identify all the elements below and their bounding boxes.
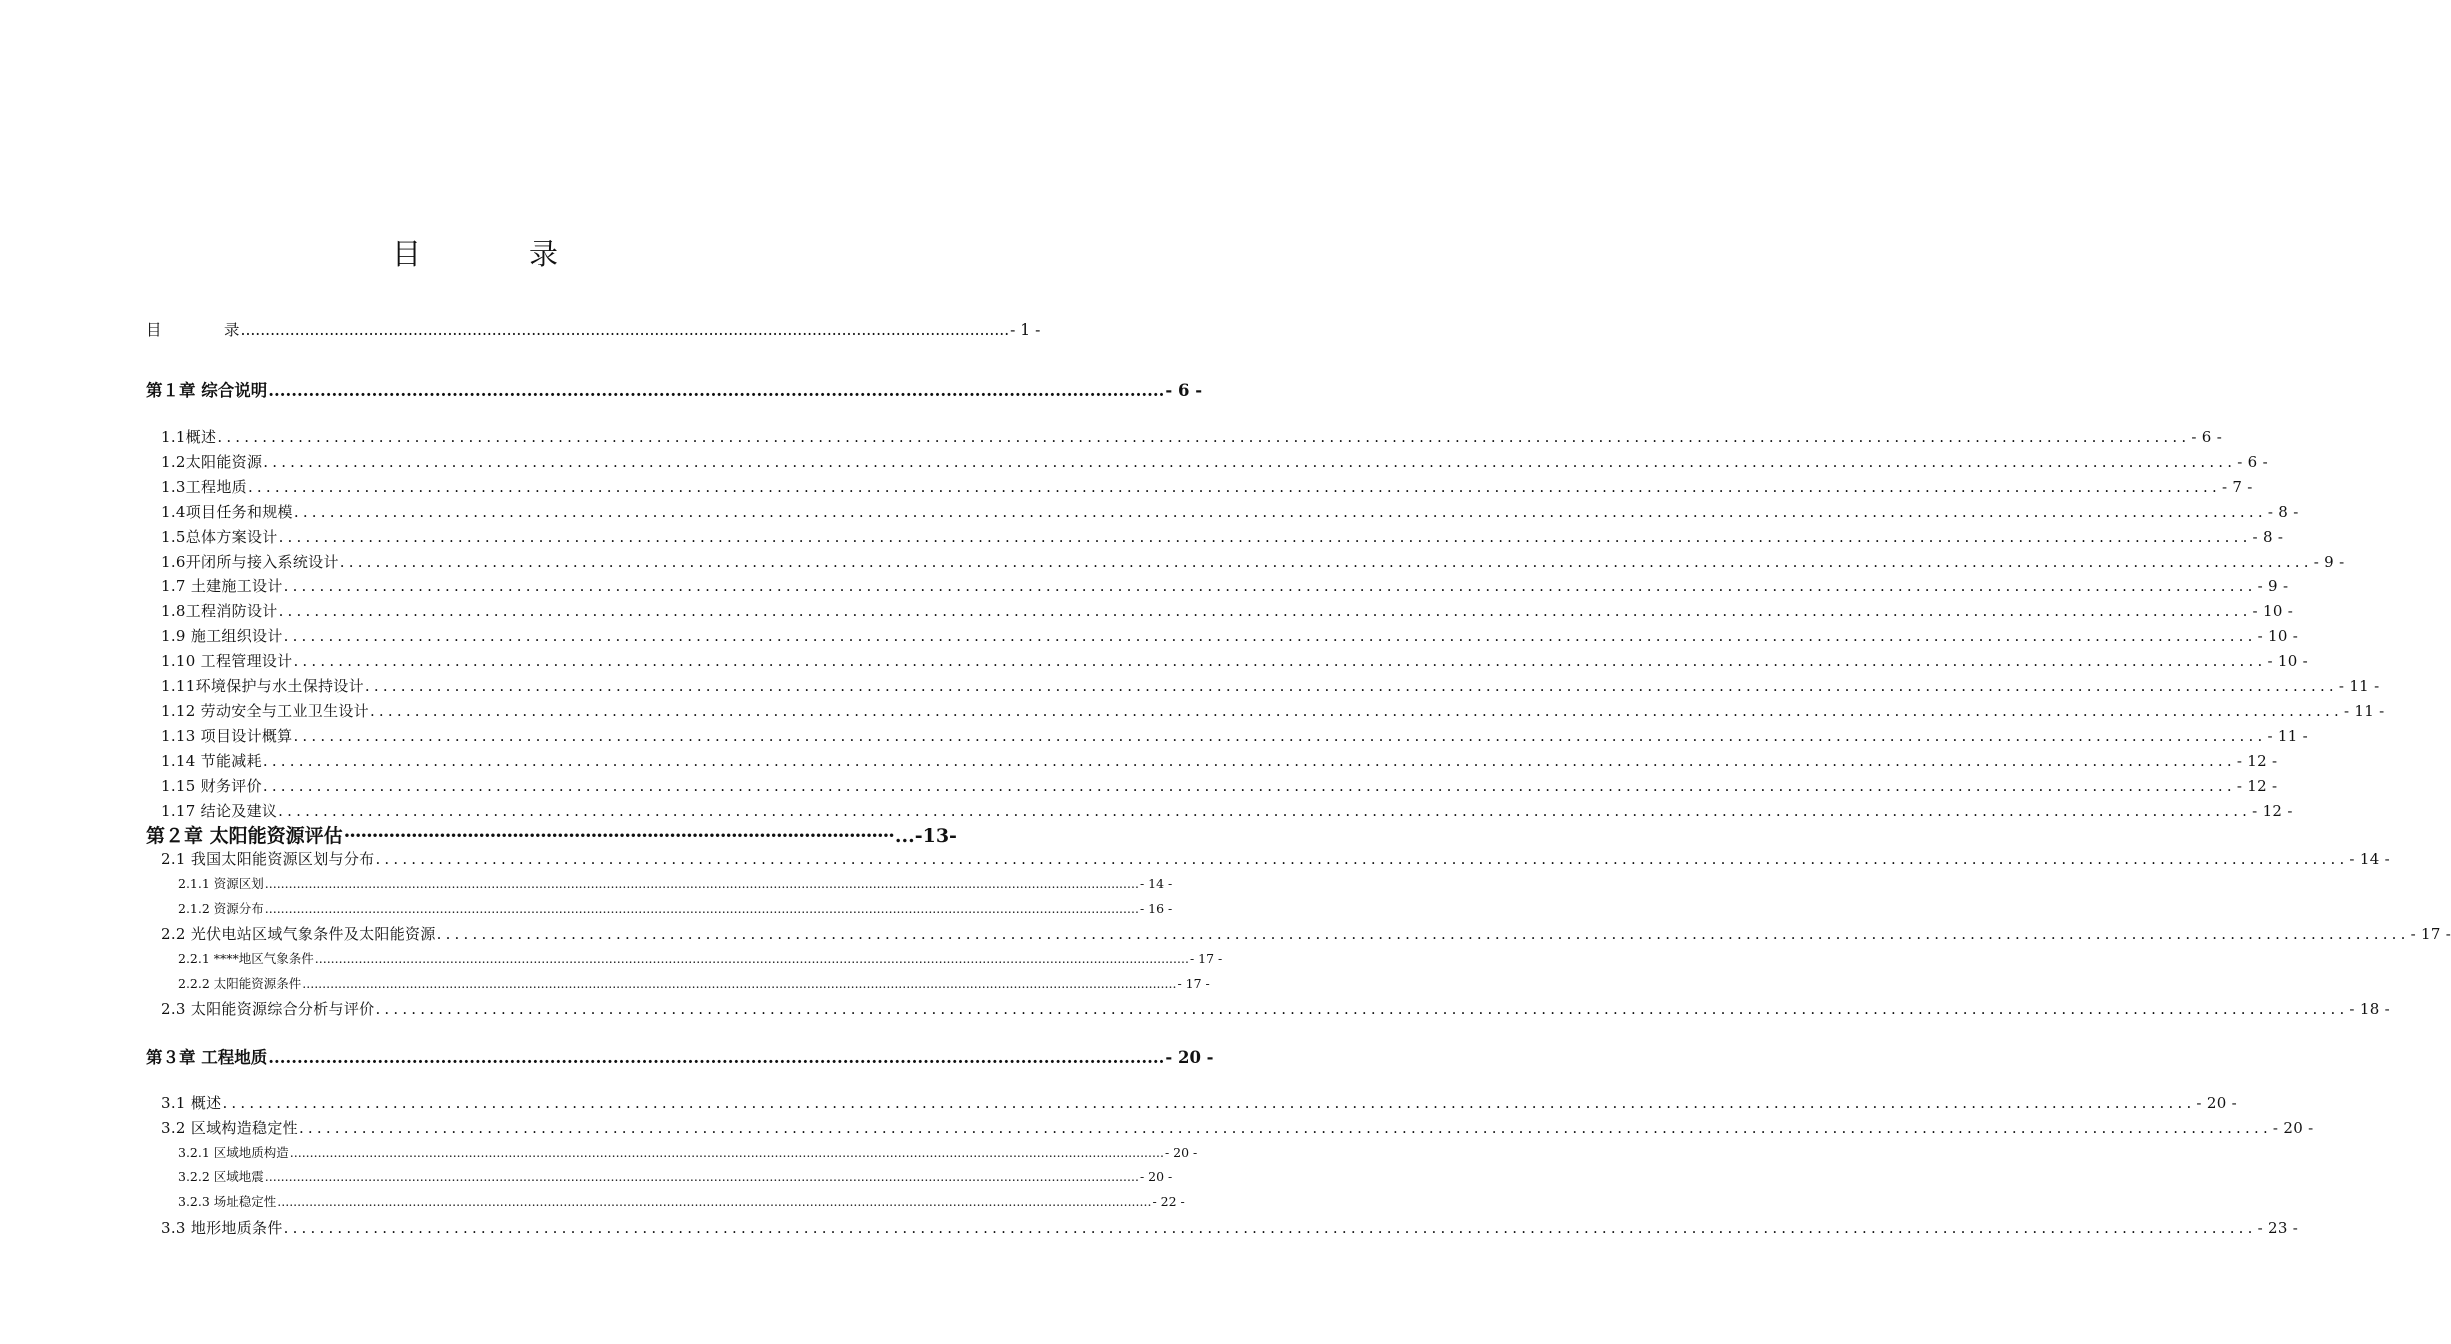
toc-leader: ............................................................................................................................................................................................................................	[278, 527, 2252, 546]
toc-subsection-entry[interactable]	[178, 1143, 1198, 1161]
toc-label: 2.1.2 资源分布	[178, 901, 264, 916]
toc-leader: ............................................................................................................................................................................................................................	[262, 776, 2236, 795]
toc-section-entry[interactable]	[161, 923, 2451, 944]
toc-page-number: - 20 -	[2272, 1119, 2314, 1137]
toc-label: 2.2.2 太阳能资源条件	[178, 976, 302, 991]
toc-page-number: - 17 -	[1177, 976, 1210, 991]
toc-page-number: - 16 -	[1139, 901, 1173, 916]
page-title	[0, 232, 950, 273]
toc-label: 第１章 综合说明	[146, 381, 268, 400]
toc-page-number: - 11 -	[2338, 677, 2380, 695]
toc-page-number: - 10 -	[2267, 652, 2309, 671]
toc-page-number: ...-13-	[894, 825, 957, 847]
toc-page-number: - 8 -	[2252, 527, 2284, 546]
toc-page-number: - 6 -	[2237, 452, 2268, 471]
toc-chapter-2[interactable]	[146, 821, 957, 848]
toc-subsection-entry[interactable]	[178, 899, 1173, 917]
toc-leader: ··································································································	[343, 825, 894, 847]
toc-page-number: - 20 -	[1139, 1169, 1173, 1184]
toc-label: 1.3工程地质	[161, 477, 247, 496]
toc-page-number: - 14 -	[2349, 850, 2390, 868]
toc-label: 1.7 土建施工设计	[161, 577, 283, 596]
toc-leader: ............................................................................................................................................................................................................................	[264, 1169, 1139, 1184]
toc-leader: ............................................................................................................................................................	[268, 1048, 1165, 1067]
toc-leader: ............................................................................................................................................................................................................................	[283, 1219, 2257, 1237]
toc-label: 2.2 光伏电站区域气象条件及太阳能资源	[161, 925, 436, 943]
toc-section-entry[interactable]	[161, 675, 2380, 696]
toc-label: 3.3 地形地质条件	[161, 1219, 283, 1237]
toc-label: 1.13 项目设计概算	[161, 726, 293, 745]
toc-section-entry[interactable]	[161, 1217, 2299, 1238]
toc-leader: ............................................................................................................................................................................................................................	[314, 951, 1189, 966]
toc-subsection-entry[interactable]	[178, 949, 1223, 967]
toc-label: 3.2 区域构造稳定性	[161, 1119, 298, 1137]
toc-page-number: - 1 -	[1010, 321, 1041, 339]
toc-leader: ............................................................................................................................................................................................................................	[263, 452, 2237, 471]
toc-section-entry[interactable]	[161, 1092, 2237, 1113]
toc-page-number: - 12 -	[2236, 751, 2278, 770]
toc-leader: ............................................................................................................................................................................................................................	[369, 701, 2343, 720]
title-char-1: 目	[391, 237, 421, 271]
toc-section-entry[interactable]	[161, 551, 2345, 572]
toc-section-entry[interactable]	[161, 998, 2390, 1019]
toc-page-number: - 22 -	[1152, 1194, 1185, 1209]
toc-leader: ............................................................................................................................................................................................................................	[264, 876, 1139, 891]
toc-label: 1.15 财务评价	[161, 776, 262, 795]
toc-leader: ............................................................................................................................................................................................................................	[436, 925, 2410, 943]
toc-leader: ............................................................................................................................................................................................................................	[278, 602, 2252, 621]
toc-page-number: - 20 -	[2196, 1094, 2237, 1112]
toc-section-entry[interactable]	[161, 848, 2390, 869]
toc-page-number: - 17 -	[2410, 925, 2451, 943]
toc-section-entry[interactable]	[161, 526, 2284, 547]
toc-leader: ............................................................................................................................................................................................................................	[217, 428, 2191, 446]
toc-subsection-entry[interactable]	[178, 1192, 1185, 1210]
toc-section-entry[interactable]	[161, 650, 2309, 671]
toc-leader: ............................................................................................................................................................................................................................	[283, 627, 2257, 646]
toc-label: 3.2.3 场址稳定性	[178, 1194, 277, 1209]
toc-leader: ............................................................................................................................................................................................................................	[283, 577, 2257, 596]
toc-label: 2.2.1 ****地区气象条件	[178, 951, 314, 966]
toc-leader: ............................................................................................................................................................................................................................	[298, 1119, 2272, 1137]
toc-leader: ............................................................................................................................................................................................................................	[262, 751, 2236, 770]
toc-subsection-entry[interactable]	[178, 1167, 1173, 1185]
toc-leader: ............................................................................................................................................................................................................................	[339, 552, 2313, 571]
toc-section-entry[interactable]	[161, 750, 2278, 771]
toc-label: 1.8工程消防设计	[161, 602, 278, 621]
toc-section-entry[interactable]	[161, 426, 2223, 447]
toc-page-number: - 17 -	[1189, 951, 1223, 966]
toc-page-number: - 9 -	[2257, 577, 2289, 596]
toc-label: 1.17 结论及建议	[161, 801, 278, 820]
toc-page-number: - 23 -	[2257, 1219, 2299, 1237]
toc-leader: ............................................................................................................................................................................................................................	[375, 850, 2349, 868]
toc-label: 1.2太阳能资源	[161, 452, 263, 471]
toc-leader: ............................................................................................................................................................................................................................	[289, 1145, 1164, 1160]
toc-label: 1.9 施工组织设计	[161, 627, 283, 646]
toc-leader: ............................................................................................................................................................................................................................	[302, 976, 1177, 991]
toc-label: 3.2.1 区域地质构造	[178, 1145, 289, 1160]
toc-section-entry[interactable]	[161, 575, 2289, 596]
toc-leader: ............................................................................................................................................................	[268, 381, 1165, 400]
toc-leader: ............................................................................................................................................................	[240, 321, 1010, 339]
toc-subsection-entry[interactable]	[178, 974, 1210, 992]
toc-leader: ............................................................................................................................................................................................................................	[264, 901, 1139, 916]
toc-label: 第３章 工程地质	[146, 1048, 268, 1067]
toc-label: 2.1 我国太阳能资源区划与分布	[161, 850, 375, 868]
toc-label: 1.4项目任务和规模	[161, 502, 293, 521]
toc-label: 1.1概述	[161, 428, 217, 446]
toc-section-entry[interactable]	[161, 451, 2268, 472]
toc-page-number: - 18 -	[2349, 1000, 2390, 1018]
toc-leader: ............................................................................................................................................................................................................................	[278, 801, 2252, 820]
toc-page-number: - 10 -	[2252, 602, 2294, 621]
toc-label: 1.14 节能减耗	[161, 751, 262, 770]
toc-page-number: - 20 -	[1165, 1048, 1214, 1067]
toc-leader: ............................................................................................................................................................................................................................	[293, 652, 2267, 671]
toc-page-number: - 20 -	[1164, 1145, 1198, 1160]
toc-page-number: - 6 -	[1165, 381, 1203, 400]
toc-label: 1.12 劳动安全与工业卫生设计	[161, 701, 369, 720]
toc-chapter-3[interactable]	[146, 1044, 1214, 1068]
toc-section-entry[interactable]	[161, 1117, 2314, 1138]
toc-leader: ............................................................................................................................................................................................................................	[222, 1094, 2196, 1112]
toc-section-entry[interactable]	[161, 725, 2309, 746]
toc-label: 1.6开闭所与接入系统设计	[161, 552, 339, 571]
toc-leader: ............................................................................................................................................................................................................................	[293, 502, 2267, 521]
toc-section-entry[interactable]	[161, 800, 2293, 821]
toc-page-number: - 10 -	[2257, 627, 2299, 646]
toc-page-number: - 8 -	[2267, 502, 2299, 521]
toc-label: 录	[224, 321, 240, 339]
toc-page-number: - 6 -	[2191, 428, 2223, 446]
toc-section-entry[interactable]	[161, 700, 2385, 721]
toc-label: 1.5总体方案设计	[161, 527, 278, 546]
toc-label: 2.1.1 资源区划	[178, 876, 264, 891]
toc-section-entry[interactable]	[161, 600, 2294, 621]
toc-page-number: - 11 -	[2267, 726, 2309, 745]
toc-entry-contents[interactable]	[146, 318, 1041, 340]
toc-page-number: - 11 -	[2343, 701, 2385, 720]
toc-chapter-1[interactable]	[146, 377, 1203, 401]
toc-leader: ............................................................................................................................................................................................................................	[247, 477, 2221, 496]
toc-section-entry[interactable]	[161, 476, 2253, 497]
toc-leader: ............................................................................................................................................................................................................................	[364, 677, 2338, 695]
toc-label: 3.1 概述	[161, 1094, 222, 1112]
toc-page-number: - 7 -	[2221, 477, 2253, 496]
toc-label: 目	[146, 321, 162, 339]
toc-page-number: - 12 -	[2236, 776, 2278, 795]
toc-section-entry[interactable]	[161, 501, 2299, 522]
title-char-2: 录	[529, 237, 559, 271]
toc-label: 第２章 太阳能资源评估	[146, 825, 343, 847]
toc-subsection-entry[interactable]	[178, 874, 1173, 892]
toc-section-entry[interactable]	[161, 775, 2278, 796]
toc-page-number: - 9 -	[2313, 552, 2345, 571]
toc-label: 2.3 太阳能资源综合分析与评价	[161, 1000, 375, 1018]
toc-leader: ............................................................................................................................................................................................................................	[277, 1194, 1152, 1209]
toc-label: 1.11环境保护与水土保持设计	[161, 677, 364, 695]
toc-leader: ............................................................................................................................................................................................................................	[375, 1000, 2349, 1018]
toc-section-entry[interactable]	[161, 625, 2299, 646]
toc-leader: ............................................................................................................................................................................................................................	[293, 726, 2267, 745]
toc-label: 1.10 工程管理设计	[161, 652, 293, 671]
toc-page-number: - 14 -	[1139, 876, 1173, 891]
toc-page-number: - 12 -	[2252, 801, 2293, 820]
toc-label: 3.2.2 区域地震	[178, 1169, 264, 1184]
